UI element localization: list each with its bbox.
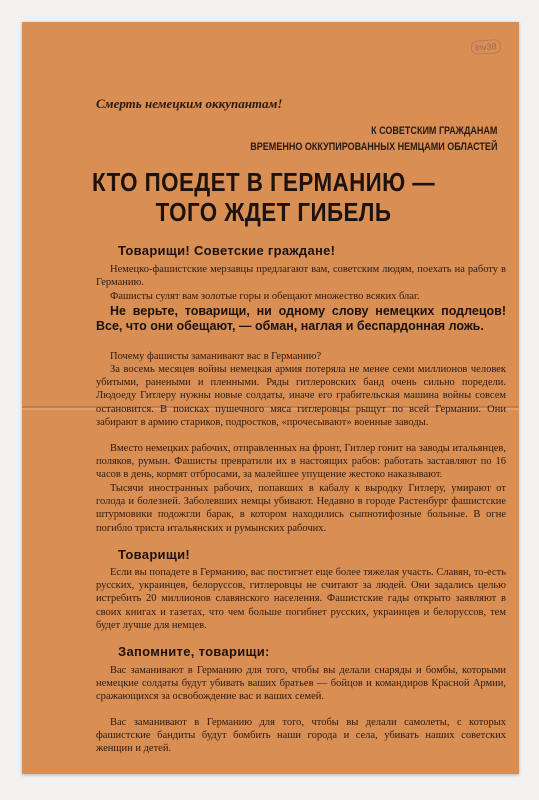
section-heading: Товарищи! Советские граждане! xyxy=(118,243,336,258)
address-line: ВРЕМЕННО ОККУПИРОВАННЫХ НЕМЦАМИ ОБЛАСТЕЙ xyxy=(249,141,497,153)
paragraph: Если вы попадете в Германию, вас постигнет еще более тяжелая участь. Славян, то-есть русских, украинцев, белоруссов, гитлеровцы не считают за людей. Они задались целью истребить 20 миллионов славянского населения. Фашистские гады открыто заявляют в своих книгах и газетах, что чем больше погибнет русских, украинцев и белоруссов, тем будет лучше для немцев. xyxy=(96,567,506,631)
section-heading: Запомните, товарищи: xyxy=(118,644,270,659)
headline xyxy=(92,167,462,227)
archive-stamp: lnv38 xyxy=(471,39,501,55)
paragraph: Вас заманивают в Германию для того, чтобы вы делали самолеты, с которых фашистские бандиты будут бомбить наши города и села, убивать наших советских женщин и детей. xyxy=(96,717,506,755)
address-line: К СОВЕТСКИМ ГРАЖДАНАМ xyxy=(370,125,497,137)
bold-warning: Не верьте, товарищи, ни одному слову немецких подлецов! Все, что они обещают, — обман, наглая и беспардонная ложь. xyxy=(96,304,506,333)
paragraph: Фашисты сулят вам золотые горы и обещают множество всяких благ. xyxy=(110,291,420,302)
section-heading: Товарищи! xyxy=(118,547,191,562)
paragraph: Немецко-фашистские мерзавцы предлагают вам, советским людям, поехать на работу в Германию. xyxy=(96,264,506,289)
headline-line-1: КТО ПОЕДЕТ В ГЕРМАНИЮ — xyxy=(92,167,436,197)
paragraph: Почему фашисты заманивают вас в Германию? xyxy=(110,351,322,362)
paragraph: За восемь месяцев войны немецкая армия потеряла не менее семи миллионов человек убитыми, ранеными и пленными. Ряды гитлеровских банд очень сильно поредели. Людоеду Гитлеру нужны новые солдаты, иначе его грабительская машина войны совсем остановится. В поисках пушечного мяса гитлеровцы рыщут по всей Германии. Они забирают в армию стариков, подростков, «прочесывают» военные заводы. xyxy=(96,364,506,428)
address-block xyxy=(250,123,497,155)
slogan: Смерть немецким оккупантам! xyxy=(96,96,283,111)
paragraph: Тысячи иностранных рабочих, попавших в кабалу к выродку Гитлеру, умирают от голода и болезней. Заболевших немцы убивают. Недавно в городе Растенбург фашистские штурмовики подожгли барак, в котором находились сыпнотифозные больные. В огне погибло триста итальянских и румынских рабочих. xyxy=(96,483,506,534)
headline-line-2: ТОГО ЖДЕТ ГИБЕЛЬ xyxy=(155,197,392,227)
paragraph: Вас заманивают в Германию для того, чтобы вы делали снаряды и бомбы, которыми немецкие солдаты будут убивать ваших братьев — бойцов и командиров Красной Армии, сражающихся за освобождение вас и ваших семей. xyxy=(96,665,506,703)
leaflet-sheet xyxy=(22,22,519,774)
paragraph: Вместо немецких рабочих, отправленных на фронт, Гитлер гонит на заводы итальянцев, поляков, румын. Фашисты превратили их в настоящих рабов: работать заставляют по 16 часов в день, кормят отбросами, за малейшее упущение жестоко наказывают. xyxy=(96,443,506,481)
